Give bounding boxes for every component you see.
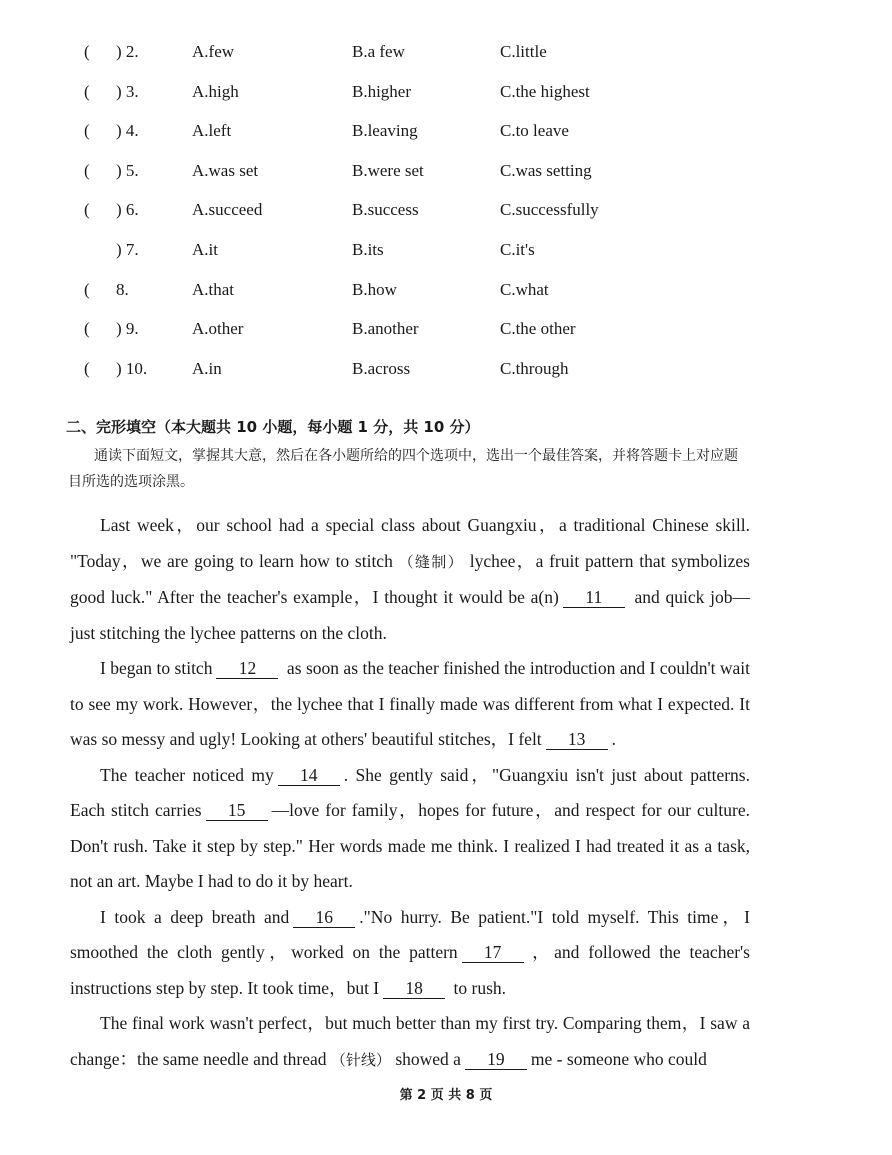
section-instruction: 通读下面短文，掌握其大意，然后在各小题所给的四个选项中，选出一个最佳答案，并将答题卡上对应题目所选的选项涂黑。 — [68, 448, 738, 490]
option-row — [0, 200, 892, 240]
paragraph-4 — [70, 900, 750, 1007]
text: showed a — [395, 1048, 461, 1069]
blank-18: 18 — [383, 978, 445, 999]
option-row — [0, 319, 892, 359]
chinese-gloss: （针线） — [330, 1050, 391, 1069]
answer-paren: ( — [84, 121, 90, 141]
page-footer: 第 2 页 共 8 页 — [399, 1088, 493, 1103]
text: —love for family，hopes for future，and respect for our culture. Don't rush. Take it step by step." Her words made me think. I realized I had treated it as a task, not an art. Maybe I had to do it by heart. — [70, 800, 750, 891]
text: . She gently said，"Guangxiu isn't just about patterns. Each stitch carries — [70, 764, 750, 820]
answer-paren: ( — [84, 81, 90, 101]
option-b: B.higher — [352, 81, 412, 101]
question-number: ) 4. — [116, 121, 139, 141]
text: Last week，our school had a special class about Guangxiu，a traditional Chinese skill. "Today，we are going to learn how to stitch — [70, 515, 750, 571]
option-b: B.its — [352, 239, 384, 259]
option-b: B.how — [352, 279, 397, 299]
option-a: A.high — [192, 81, 239, 101]
option-a: A.left — [192, 121, 232, 141]
option-b: B.leaving — [352, 121, 418, 141]
option-a: A.it — [192, 239, 218, 259]
answer-paren: ( — [84, 200, 90, 220]
text: lychee，a fruit pattern that symbolizes good luck." After the teacher's example，I thought it would be a(n) — [70, 550, 750, 607]
text: I took a deep breath and — [100, 906, 290, 927]
paragraph-5 — [70, 1006, 750, 1078]
cloze-passage — [70, 508, 750, 1078]
option-a: A.other — [192, 319, 244, 339]
option-a: A.was set — [192, 160, 259, 180]
option-c: C.successfully — [500, 200, 599, 220]
option-row — [0, 121, 892, 161]
option-row — [0, 82, 892, 122]
option-c: C.was setting — [500, 160, 592, 180]
paragraph-3 — [70, 758, 750, 900]
text: me - someone who could — [530, 1048, 707, 1069]
option-c: C.what — [500, 279, 549, 299]
text: I began to stitch — [100, 658, 213, 678]
blank-14: 14 — [278, 765, 340, 786]
question-number: ) 10. — [116, 358, 148, 378]
question-number: ) 2. — [116, 42, 139, 61]
blank-19: 19 — [465, 1049, 527, 1070]
paragraph-2 — [70, 651, 750, 758]
paragraph-1 — [70, 508, 750, 651]
option-row — [0, 240, 892, 280]
option-a: A.that — [192, 279, 235, 299]
answer-paren: ( — [84, 279, 90, 299]
question-number: ) 5. — [116, 160, 139, 180]
text: ，and followed the teacher's instructions step by step. It took time，but I — [70, 942, 750, 998]
option-c: C.the other — [500, 319, 576, 339]
option-b: B.a few — [352, 42, 405, 61]
option-a: A.in — [192, 358, 222, 378]
question-number: ) 7. — [116, 239, 139, 259]
text: ."No hurry. Be patient."I told myself. This time，I smoothed the cloth gently，worked on the pattern — [70, 906, 751, 962]
answer-paren: ( — [84, 42, 90, 61]
option-c: C.through — [500, 358, 569, 378]
chinese-gloss: （缝制） — [398, 552, 464, 571]
option-a: A.succeed — [192, 200, 263, 220]
blank-11: 11 — [563, 587, 625, 608]
option-row — [0, 42, 892, 82]
question-number: 8. — [116, 279, 129, 299]
option-row — [0, 280, 892, 320]
text: . — [611, 729, 617, 749]
section-title: 二、完形填空（本大题共 10 小题，每小题 1 分，共 10 分） — [66, 418, 480, 436]
question-number: ) 6. — [116, 200, 139, 220]
option-c: C.little — [500, 42, 547, 61]
text: and quick job—just stitching the lychee patterns on the cloth. — [70, 587, 751, 643]
blank-17: 17 — [462, 942, 524, 963]
option-b: B.another — [352, 319, 419, 339]
text: as soon as the teacher finished the introduction and I couldn't wait to see my work. However，the lychee that I finally made was different from what I expected. It was so messy and ugly! Looking at others' beautiful stitches，I felt — [70, 658, 751, 749]
answer-paren: ( — [84, 358, 90, 378]
question-number: ) 3. — [116, 81, 139, 101]
blank-16: 16 — [293, 907, 355, 928]
options-list — [0, 42, 892, 398]
text: to rush. — [453, 977, 507, 998]
blank-13: 13 — [546, 729, 608, 750]
option-a: A.few — [192, 42, 235, 61]
option-row — [0, 359, 892, 399]
blank-12: 12 — [216, 658, 278, 679]
option-b: B.across — [352, 358, 411, 378]
option-b: B.success — [352, 200, 419, 220]
option-c: C.to leave — [500, 121, 569, 141]
answer-paren: ( — [84, 160, 90, 180]
option-c: C.the highest — [500, 81, 590, 101]
text: The final work wasn't perfect，but much better than my first try. Comparing them，I saw a change：the same needle and thread — [70, 1013, 750, 1069]
answer-paren: ( — [84, 319, 90, 339]
blank-15: 15 — [206, 800, 268, 821]
option-b: B.were set — [352, 160, 424, 180]
question-number: ) 9. — [116, 319, 139, 339]
option-c: C.it's — [500, 239, 535, 259]
option-row — [0, 161, 892, 201]
text: The teacher noticed my — [100, 764, 274, 785]
